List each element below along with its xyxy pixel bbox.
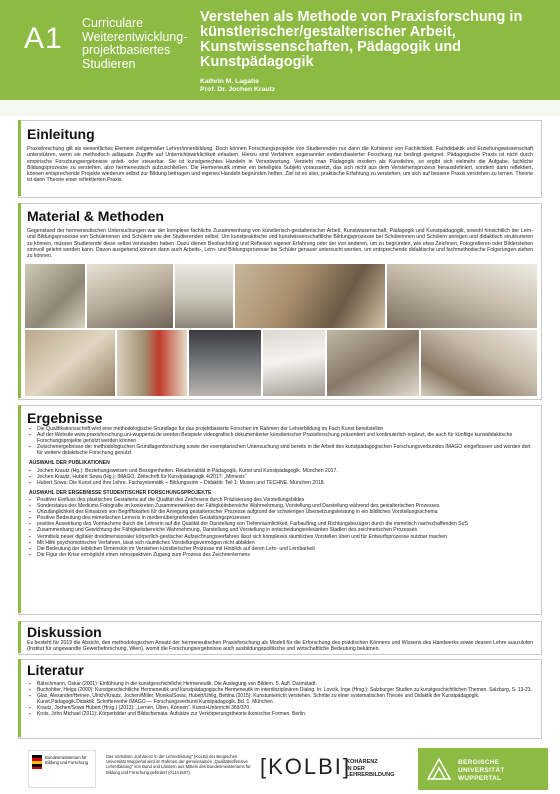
university-name-line: UNIVERSITÄT — [458, 767, 505, 774]
kolbi-subtitle-line: LEHRERBILDUNG — [346, 772, 395, 779]
university-crest-icon — [426, 757, 452, 781]
photo-desk-drawings — [25, 330, 115, 396]
kolbi-logo: [KOLBI] — [260, 754, 352, 779]
funding-note: Das Vorhaben „Kohärenz in der Lehrerbildung“ (KoLBi) der Bergischen Universität Wuppertal wird im Rahmen der gemeinsamen „Qualitätsoffensive Lehrerbildung“ von Bund und Ländern aus Mitteln des Bundesministeriums für Bildung und Forschung gefördert (01JA1507). — [106, 754, 251, 775]
photo-hand-drawing — [387, 264, 537, 328]
list-item: ▪ Die Figur der Krise ermöglicht einen retrospektiven Zugang zum Prozess des Zeichnenlernens — [29, 552, 533, 558]
list-item: ▪ Sonderstatus des Mediums Fotografie im konkreten Zusammenwirken der Fähigkeitsbereiche Wahrnehmung, Vorstellung und Darstellung während des gestalterischen Prozesses — [29, 503, 533, 509]
section-title: Einleitung — [27, 126, 95, 142]
bmbf-text: Bundesministerium für Bildung und Forschung — [45, 755, 89, 765]
list-item: ▪ Auf der Website www.praxisforschung.uni-wuppertal.de werden Beispiele videografisch dokumentierter künstlerischer Praxisforschung präsentiert und kontinuierlich ergänzt, die auch für künftige kunstdidaktische Forschungsprojekte genutzt werden können — [29, 432, 533, 444]
kolbi-subtitle — [346, 759, 394, 779]
list-item: ▪ Zwischenergebnisse der methodologischen Grundlagenforschung sowie der exemplarischen Untersuchung sind bereits in die Arbeit des kunstpädagogischen Forschungsverbundes IMAGO eingeflossen und werden dort für weitere didaktische Forschung genutzt — [29, 444, 533, 456]
list-item: ▪ Jochen Krautz, Hubert Sowa (Hg.): IMAGO. Zeitschrift für Kunstpädagogik 4/2017: „Mimesis“ — [29, 474, 533, 480]
list-item: ▪ Zusammenhang und Gewichtung der Fähigkeitsbereiche Wahrnehmung, Darstellung und Vorstellung in entscheidungsrelevanten Stadien des zeichnerischen Prozesses — [29, 527, 533, 533]
bmbf-logo — [28, 750, 96, 788]
poster-footer — [0, 744, 560, 794]
university-name-line: BERGISCHE — [458, 759, 500, 766]
literature-list — [29, 681, 533, 717]
list-item: ▪ Unzulänglichkeit des Einsatzes von Begriffskarten für die Anregung gestalterischer Prozesse aufgrund der schwierigen Übersetzungsleistung in ein bildliches Vorstellungsschema — [29, 509, 533, 515]
section-ergebnisse — [18, 405, 542, 615]
reference-item: ▪ Bätschmann, Oskar (2001): Einführung in die kunstgeschichtliche Hermeneutik. Die Auslegung von Bildern. 5. Aufl. Darmstadt. — [29, 681, 533, 687]
university-name-line: WUPPERTAL — [458, 775, 502, 782]
results-heading: AUSWAHL DER ERGEBNISSE STUDENTISCHER FORSCHUNGSPROJEKTE — [29, 489, 212, 496]
list-item: ▪ Jochen Krautz (Hg.): Beziehungsweisen und Bezogenheiten. Relationalität in Pädagogik, Kunst und Kunstpädagogik. München 2017. — [29, 468, 533, 474]
photo-sketch-detail — [421, 330, 537, 396]
section-literatur — [18, 659, 542, 739]
kolbi-subtitle-line: KOHÄRENZ — [346, 759, 378, 765]
section-title: Literatur — [27, 662, 84, 678]
header-band — [0, 100, 560, 116]
ergebnisse-body — [29, 426, 533, 558]
publications-heading: AUSWAHL DER PUBLIKATIONEN — [29, 460, 110, 467]
poster-title: Verstehen als Methode von Praxisforschung in künstlerischer/gestalterischer Arbeit, Kunstwissenschaften, Pädagogik und Kunstpädagogik — [200, 9, 523, 70]
section-title: Ergebnisse — [27, 410, 103, 426]
photo-white-model — [263, 330, 325, 396]
list-item: ▪ Die Bedeutung der leiblichen Dimension im Verstehen künstlerischer Prozesse mit Hinblick auf deren Lehr- und Lernbarkeit — [29, 546, 533, 552]
section-title: Material & Methoden — [27, 208, 164, 224]
section-body: Es besteht für 2019 die Absicht, den methodologischen Ansatz der hermeneutischen Praxisforschung als Modell für die Erforschung des praktischen Könnens und Wissens des Handwerks sowie dessen Lehre auszuloten (Institut für angewandte Gewerbeforschung, Wien), womit die Forschungsergebnisse auch ausbildungspolitische und wirtschaftliche Bedeutung bekämen. — [27, 640, 533, 653]
ergebnisse-list — [29, 426, 533, 456]
university-logo — [418, 748, 548, 790]
photo-video-screen — [189, 330, 261, 396]
photo-teacher-demo — [327, 330, 419, 396]
photo-colored-work — [117, 330, 187, 396]
reference-item: ▪ Krautz, Jochen/Sowa Hubert (Hrsg.) (2013): „Lernen, Üben, Können“. Kunst+Unterricht 369/370. — [29, 705, 533, 711]
list-item: ▪ Mit Hilfe psychomotrischer Verfahren, lässt sich räumliches Vorstellungsvermögen nicht abbilden — [29, 540, 533, 546]
reference-item: ▪ Glas, Alexander/Heinen, Ulrich/Krautz, Jochen/Miller, Monika/Sowa, Hubert/Uhlig, Bettina (2015): Kunstunterricht verstehen. Schritte zu einer systematischen Theorie und Didaktik der Kunstpädagogik. Kunst.Pädagogik.Didaktik. Schriftenreihe IMAGO — Forschungsverbund Kunstpädagogik. Bd. 1. München. — [29, 693, 533, 705]
publications-list — [29, 468, 533, 486]
university-name — [458, 759, 505, 783]
list-item: ▪ Hubert Sowa: Die Kunst und ihre Lehre. Fachsystematik – Bildungssinn – Didaktik: Teil 1: Musen und TECHNE. München 2018. — [29, 480, 533, 486]
authors — [200, 78, 275, 94]
section-body: Praxisforschung gilt als wesentliches Element zeitgemäßer Lehrer/innenbildung. Doch können Forschungsprojekte von Studierenden nur dann die Kohärenz von Fachlichkeit, Fachdidaktik und Erziehungswissenschaft unterstützen, wenn sie methodisch adäquate Zugriffe auf Unterrichtswirklichkeit erlauben. Hierzu sind Verfahren sogenannter evidenzbasierter Forschung nur bedingt geeignet. Pädagogische Praxis ist nicht durch empirische Forschungsergebnisse anleit- oder steuerbar. Sie ist kunstgerechtes Handeln in Verantwortung. Versteht man Pädagogik insofern als Kunstlehre, so ergibt sich vielmehr die Aufgabe, fachliche Bildungsprozesse zu verstehen, also hermeneutisch aufzuschließen. Die Hermeneutik immer ein beteiligtes Subjekt voraussetzt, das sich nicht aus dem Verstehensprozess herausdefiniert, sondern darin reflektiert, können entsprechende Projekte wiederum selbst zur Bildung beitragen und eigenes Handeln begründen helfen. Ziel ist es also, praktische Erfahrung zu verstehen, um sich auf bessere Praxis verstehen zu lernen. Theorie ist dann Theorie einer reflektierten Praxis. — [27, 146, 533, 184]
section-body: Gegenstand der hermeneutischen Untersuchungen war der komplexe fachliche Zusammenhang von künstlerisch-gestalterischer Arbeit, Kunstwissenschaft, Pädagogik und Kunstpädagogik, sowohl hinsichtlich der Lern- und Bildungsprozesse von Schülerinnen und Schülern wie der Studierenden selbst. Um kunstpraktische und kunstwissenschaftliche Bildungsprozesse bei Schülerinnen und Schülern anregen und didaktisch strukturieren zu können, müssen Studierende diese selbst verstanden haben. Dazu dienen Beobachtung und Reflexion eigener Erfahrung oder der von anderen, um zu begründen, wie etwa Zeichnen, Fotografieren oder Bilderstehen sinnvoll gelehrt werden kann. Davon ausgehend können dann auch Arbeits-, Lern- und Bildungsprozesse bei Schüler genauer untersucht werden, um entsprechende didaktische und fachmethodische Folgerungen ziehen zu können. — [27, 228, 533, 260]
section-material-methoden — [18, 203, 542, 400]
reference-item: ▪ Krois, John Michael (2011): Körperbilder und Bildschemata: Aufsätze zur Verkörperungstheorie ikonischer Formen. Berlin. — [29, 711, 533, 717]
list-item: ▪ positive Auswirkung des Vormachens durch die Lehrerin auf die Qualität der Darstellung von Tiefenräumlichkeit, Farbauftrag und Richtungsbezügen durch die mimetisch nachschaffenden SuS — [29, 521, 533, 527]
section-einleitung — [18, 120, 542, 198]
photo-painting-table — [235, 264, 385, 328]
photo-students-workshop — [87, 264, 173, 328]
project-code: A1 — [24, 22, 63, 55]
section-title: Diskussion — [27, 624, 102, 640]
list-item: ▪ Die Qualifikationsschrift wird eine methodologische Grundlage für das projektbasierte Forschen im Rahmen der Lehrerbildung im Fach Kunst bereitstellen — [29, 426, 533, 432]
list-item: ▪ Positiver Einfluss des plastischen Gestaltens auf die Qualität des Zeichnens durch Präzisierung des Vorstellungsbildes — [29, 497, 533, 503]
list-item: ▪ Positive Bedeutung des mimetischen Lernens in medienübergreifenden Gestaltungsprozessen — [29, 515, 533, 521]
photo-sculpture — [175, 264, 233, 328]
photo-collage — [25, 264, 537, 396]
results-list — [29, 497, 533, 558]
section-diskussion — [18, 621, 542, 655]
photo-drawing-class — [25, 264, 85, 328]
author-1: Kathrin M. Lagatie — [200, 78, 259, 85]
author-2: Prof. Dr. Jochen Krautz — [200, 86, 276, 93]
project-subtitle: Curriculare Weiterentwicklung- projektbasiertes Studieren — [82, 16, 188, 71]
poster-header — [0, 0, 560, 100]
federal-eagle-icon — [32, 755, 42, 769]
list-item: ▪ Vermittels neuer digitaler dreidimensionaler körperlich-gestischer Aufzeichnungsverfahren lässt sich komplexes räumliches Vorstellen üben und für Entwurfsprozesse nutzbar machen — [29, 534, 533, 540]
kolbi-subtitle-line: IN DER — [346, 765, 365, 772]
reference-item: ▪ Buchohlter, Helga (2000): Kunstgeschichtliche Hermeneutik und kunstpädagogische Hermeneutik im interdisziplinären Dialog. In: Lovcik, Inge (Hrsg.): Salzburger Studien zu kunstgeschichtlichen Themen. Salzburg, S. 13-23. — [29, 687, 533, 693]
